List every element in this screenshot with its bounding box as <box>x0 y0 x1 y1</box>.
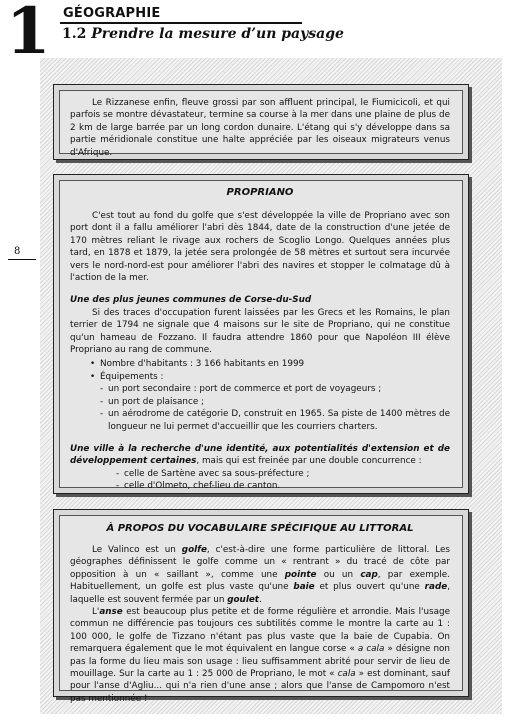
text-run: » est dominant, sauf pour l'anse d'Agliu... qui n'a rien d'une anse ; alors que l'anse de Campomoro n'est pas mentionnée ! <box>70 669 450 704</box>
term-goulet: goulet <box>227 594 260 605</box>
term-cap: cap <box>360 569 378 580</box>
text-run: . <box>259 594 262 605</box>
competitor-item: - celle de Sartène avec sa sous-préfecture ; <box>116 468 450 480</box>
competitor-item: - celle d'Olmeto, chef-lieu de canton. <box>116 480 450 492</box>
heading-identity: Une ville à la recherche d'une identité, aux potentialités d'extension et de développement certaines <box>70 443 450 467</box>
competitors-list <box>70 468 450 493</box>
propriano-title: PROPRIANO <box>226 187 294 198</box>
term-rade: rade <box>424 582 448 593</box>
equipment-item: - un aérodrome de catégorie D, construit en 1965. Sa piste de 1400 mètres de longueur ne lui permet d'accueillir que les courriers charters. <box>100 408 450 433</box>
text-run: , par exemple. Habituellement, un golfe est plus vaste qu'une <box>70 569 451 593</box>
term-a-cala: a cala <box>357 644 385 655</box>
intro-paragraph: Le Rizzanese enfin, fleuve grossi par son affluent principal, le Fiumicicoli, et qui parfois se montre dévastateur, termine sa course à la mer dans une plaine de plus de 2 km de large barrée par un long cordon dunaire. L'étang qui s'y développe dans sa partie méridionale constitue une halte appréciée par les oiseaux migrateurs venus d'Afrique. <box>70 98 450 158</box>
term-baie: baie <box>293 582 315 593</box>
identity-tail: , mais qui est freinée par une double concurrence : <box>196 456 422 467</box>
paragraph-occupation: Si des traces d'occupation furent laissées par les Grecs et les Romains, le plan terrier de 1794 ne signale que 4 maisons sur le site de Propriano, qui ne constitue qu'un hameau de Fozzano. Il faudra attendre 1860 pour que Napoléon III élève Propriano au rang de commune. <box>70 307 450 356</box>
equipment-item: - un port secondaire : port de commerce et port de voyageurs ; <box>100 383 450 395</box>
page-subtitle <box>62 26 344 42</box>
intro-box-inner <box>59 90 463 158</box>
text-run: , c'est-à-dire une forme particulière de littoral. Les géographes définissent le golfe comme un « rentrant » du tracé de côte par opposition à un « saillant », comme une <box>70 545 450 580</box>
header-rule <box>60 22 302 24</box>
page-number-rule <box>8 259 36 260</box>
section-label: GÉOGRAPHIE <box>63 6 161 21</box>
heading-young-commune: Une des plus jeunes communes de Corse-du-Sud <box>70 295 312 306</box>
vocabulary-paragraph-anse <box>70 606 450 705</box>
vocabulary-box <box>53 509 469 704</box>
subtitle-text: Prendre la mesure d’un paysage <box>91 26 344 42</box>
text-run: » désigne non pas la forme du lieu mais son usage : lieu suffisamment abrité pour servir de lieu de mouillage. Sur la carte au 1 : 25 000 de Propriano, le mot « <box>70 644 450 680</box>
equipment-item: - un port de plaisance ; <box>100 396 450 408</box>
propriano-box <box>53 174 469 494</box>
text-run: est beaucoup plus petite et de forme régulière et arrondie. Mais l'usage commun ne différencie pas toujours ces subtilités comme le montre la carte au 1 : 100 000, le golfe de Tizzano n'étant pas plus vaste que la baie de Cupabia. On remarquera également que le mot équivalent en langue corse « <box>70 607 450 655</box>
term-cala: cala <box>337 669 356 680</box>
chapter-number: 1 <box>6 0 51 69</box>
text-run: ou un <box>316 569 361 580</box>
bullet-population: • Nombre d'habitants : 3 166 habitants en 1999 <box>100 358 450 370</box>
term-golfe: golfe <box>181 545 207 555</box>
subtitle-number: 1.2 <box>62 26 87 42</box>
equipments-list <box>70 383 450 433</box>
vocabulary-paragraph-golfe <box>70 544 450 606</box>
page-number: 8 <box>14 246 21 257</box>
text-run: Le Valinco est un <box>92 545 182 555</box>
vocabulary-box-inner <box>59 515 463 704</box>
propriano-box-inner <box>59 180 463 492</box>
identity-paragraph <box>70 443 450 468</box>
facts-list <box>70 358 450 383</box>
text-run: et plus ouvert qu'une <box>314 582 425 593</box>
term-pointe: pointe <box>284 569 317 580</box>
vocabulary-title: À PROPOS DU VOCABULAIRE SPÉCIFIQUE AU LITTORAL <box>106 523 414 534</box>
propriano-intro: C'est tout au fond du golfe que s'est développée la ville de Propriano avec son port dont il a fallu améliorer l'abri dès 1844, date de la construction d'une jetée de 170 mètres reliant le rivage aux rochers de Scoglio Longo. Quelques années plus tard, en 1878 et 1879, la jetée sera prolongée de 58 mètres et surtout sera incurvée vers le nord-nord-est pour améliorer l'abri des navires et stopper le colmatage dû à l'action de la mer. <box>70 211 450 284</box>
term-anse: anse <box>99 607 123 618</box>
intro-box <box>53 84 469 160</box>
text-run: L' <box>92 607 100 618</box>
bullet-equipments: • Équipements : <box>100 371 450 383</box>
text-run: , laquelle est souvent fermée par un <box>70 582 451 605</box>
